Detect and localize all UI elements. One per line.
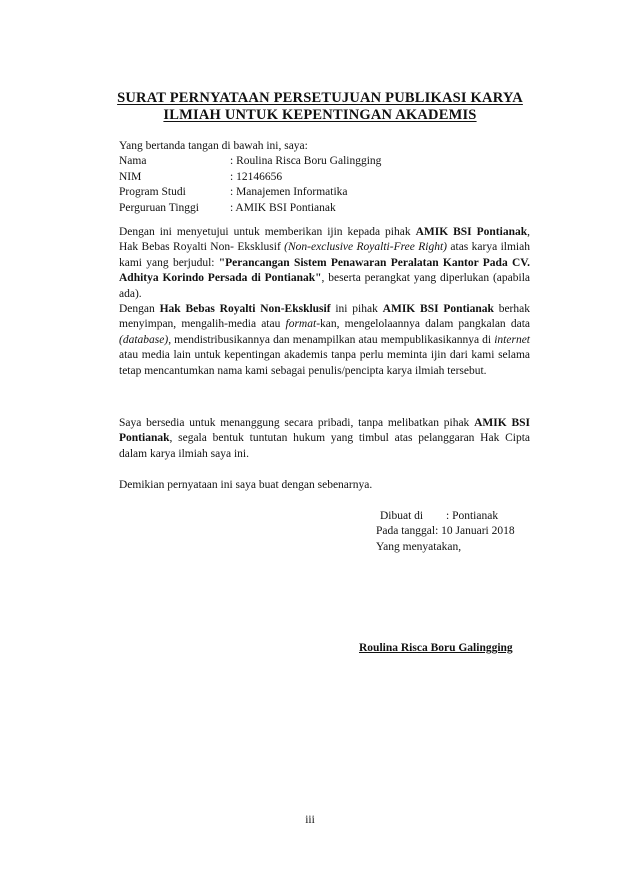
text-run: , segala bentuk tuntutan hukum yang timbul atas pelanggaran Hak Cipta dalam karya ilmiah saya ini. <box>119 432 530 460</box>
text-run: , Hak Bebas Royalti Non- Eksklusif <box>119 226 530 254</box>
identity-row-name <box>119 154 530 169</box>
identity-value: : Roulina Risca Boru Galingging <box>230 155 382 168</box>
consent-paragraph <box>119 225 530 302</box>
liability-paragraph <box>119 416 530 462</box>
identity-label: NIM <box>119 170 142 183</box>
text-run: , mendistribusikannya dan menampilkan atau mempublikasikannya di <box>168 333 495 346</box>
identity-value: : 12146656 <box>230 170 283 183</box>
identity-label: Nama <box>119 155 147 168</box>
document-title-line2: ILMIAH UNTUK KEPENTINGAN AKADEMIS <box>163 107 477 123</box>
text-run: atau media lain untuk kepentingan akademis tanpa perlu meminta ijin dari kami selama tetap mencantumkan nama kami sebagai penulis/pencipta karya ilmiah tersebut. <box>119 349 530 377</box>
italic-term: (Non-exclusive Royalti-Free Right) <box>284 241 447 254</box>
text-run: Dengan <box>119 303 160 315</box>
institution-name: AMIK BSI Pontianak <box>382 303 494 315</box>
thesis-title: "Perancangan Sistem Penawaran Peralatan Kantor Pada CV. Adhitya Korindo Persada di Pontianak" <box>119 256 530 285</box>
date-value: : 10 Januari 2018 <box>435 525 515 538</box>
place-value: : Pontianak <box>446 510 499 522</box>
institution-name: AMIK BSI Pontianak <box>415 226 528 238</box>
document-title-line1: SURAT PERNYATAAN PERSETUJUAN PUBLIKASI KARYA <box>117 90 523 106</box>
date-label: Pada tanggal <box>376 525 436 538</box>
rights-term: Hak Bebas Royalti Non-Eksklusif <box>159 303 331 315</box>
text-run: , beserta perangkat yang diperlukan (apabila ada). <box>119 272 530 300</box>
identity-row-nim <box>119 170 530 185</box>
text-run: atas karya ilmiah kami yang berjudul: <box>119 241 530 269</box>
page-number: iii <box>305 814 315 826</box>
identity-row-institution <box>119 201 530 216</box>
identity-section <box>119 139 530 216</box>
institution-name: AMIK BSI Pontianak <box>119 417 531 445</box>
rights-paragraph <box>119 302 530 379</box>
identity-value: : Manajemen Informatika <box>230 186 348 199</box>
italic-term: (database) <box>119 333 169 346</box>
place-label: Dibuat di <box>380 510 424 522</box>
identity-row-program <box>119 185 530 200</box>
text-run: berhak menyimpan, mengalih-media atau <box>119 303 530 331</box>
closing-text: Yang menyatakan, <box>376 540 462 553</box>
text-run: ini pihak <box>330 303 383 315</box>
text-run: Dengan ini menyetujui untuk memberikan ijin kepada pihak <box>119 226 416 238</box>
signature-block <box>376 509 515 555</box>
intro-text: Yang bertanda tangan di bawah ini, saya: <box>119 140 308 152</box>
italic-term: internet <box>494 333 530 346</box>
identity-value: : AMIK BSI Pontianak <box>230 201 336 214</box>
signatory-name: Roulina Risca Boru Galingging <box>359 642 513 654</box>
identity-label: Perguruan Tinggi <box>119 201 199 214</box>
signature-date-row <box>376 524 515 539</box>
signature-place-row <box>376 509 515 524</box>
closing-paragraph: Demikian pernyataan ini saya buat dengan sebenarnya. <box>119 479 373 491</box>
italic-term: format <box>285 318 317 331</box>
text-run: Saya bersedia untuk menanggung secara pribadi, tanpa melibatkan pihak <box>119 417 475 429</box>
identity-label: Program Studi <box>119 186 186 199</box>
text-run: -kan, mengelolaannya dalam pangkalan data <box>316 318 530 331</box>
